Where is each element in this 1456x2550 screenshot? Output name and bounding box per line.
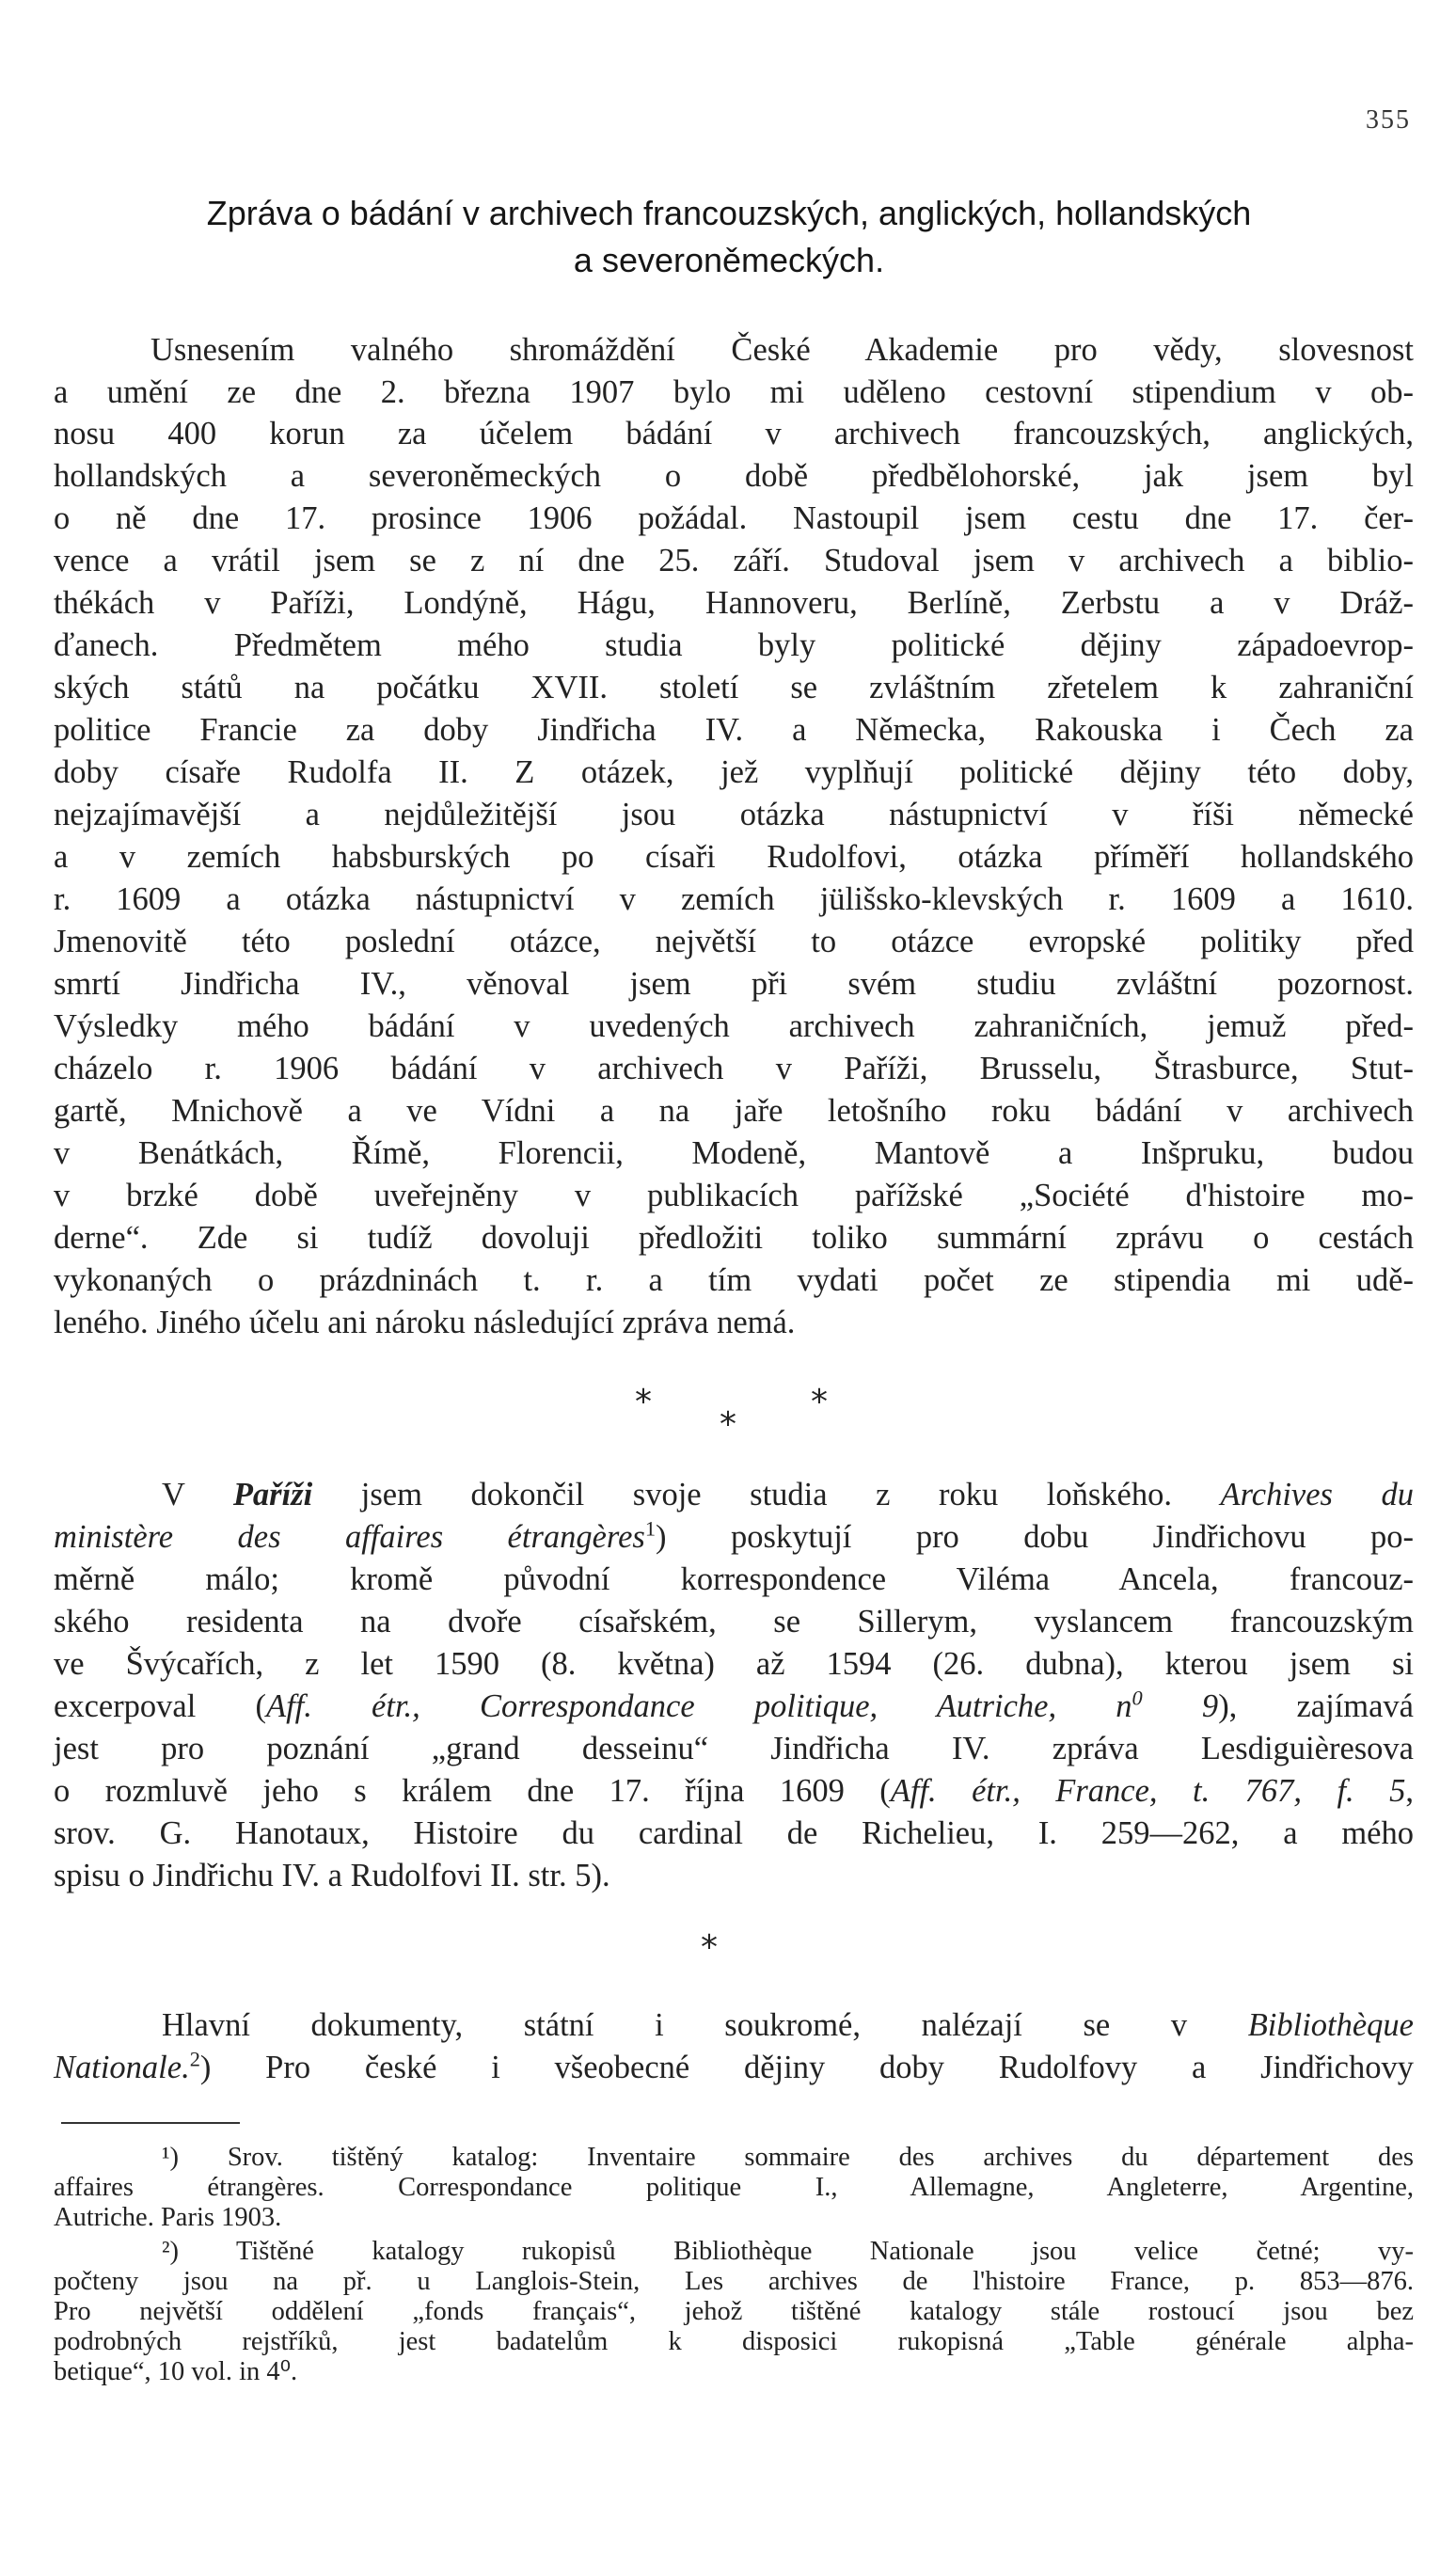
footnote-line: počteny jsou na př. u Langlois-Stein, Les archives de l'histoire France, p. 853—876. (54, 2267, 1414, 2296)
footnote-ref-1[interactable]: 1 (644, 1516, 657, 1541)
text-line (54, 1772, 1414, 1810)
text-line: vence a vrátil jsem se z ní dne 25. září. Studoval jsem v archivech a biblio- (54, 543, 1414, 578)
text-line: měrně málo; kromě původní korrespondence Viléma Ancela, francouz- (54, 1561, 1414, 1597)
article-title (38, 190, 1420, 284)
text-span: ), zajímavá (1218, 1688, 1414, 1724)
text-span: , (1405, 1773, 1414, 1809)
text-line: ďanech. Předmětem mého studia byly politické dějiny západoevrop- (54, 627, 1414, 663)
text-span: ) Pro české i všeobecné dějiny doby Rudolfovy a Jindřichovy (199, 2050, 1414, 2085)
text-line: jest pro poznání „grand desseinu“ Jindřicha IV. zpráva Lesdiguièresova (54, 1731, 1414, 1766)
text-line: ve Švýcařích, z let 1590 (8. května) až 1594 (26. dubna), kterou jsem si (54, 1646, 1414, 1682)
footnote-line: Autriche. Paris 1903. (54, 2203, 282, 2232)
text-line: doby císaře Rudolfa II. Z otázek, jež vyplňují politické dějiny této doby, (54, 754, 1414, 790)
italic-nationale: Nationale. (54, 2050, 190, 2085)
text-line: vykonaných o prázdninách t. r. a tím vydati počet ze stipendia mi udě- (54, 1262, 1414, 1298)
text-line: a v zemích habsburských po císaři Rudolfovi, otázka příměří hollandského (54, 839, 1414, 875)
text-line: cházelo r. 1906 bádání v archivech v Paříži, Brusselu, Štrasburce, Stut- (54, 1051, 1414, 1086)
text-line: gartě, Mnichově a ve Vídni a na jaře letošního roku bádání v archivech (54, 1093, 1414, 1129)
text-line: ských států na počátku XVII. století se zvláštním zřetelem k zahraniční (54, 670, 1414, 705)
text-line: r. 1609 a otázka nástupnictví v zemích jülišsko-klevských r. 1609 a 1610. (54, 881, 1414, 917)
footnote-line: ²) Tištěné katalogy rukopisů Bibliothèque Nationale jsou velice četné; vy- (162, 2237, 1414, 2266)
text-line: derne“. Zde si tudíž dovoluji předložiti toliko summární zprávu o cestách (54, 1220, 1414, 1256)
italic-ministere: ministère des affaires étrangères (54, 1519, 645, 1555)
text-line: spisu o Jindřichu IV. a Rudolfovi II. str. 5). (54, 1858, 610, 1893)
italic-number: 9 (1142, 1688, 1219, 1724)
superscript-zero: 0 (1132, 1686, 1143, 1710)
text-line: ského residenta na dvoře císařském, se Sillerym, vyslancem francouzským (54, 1604, 1414, 1639)
title-line-2: a severoněmeckých. (573, 241, 885, 279)
text-line (54, 1518, 1414, 1556)
text-line (54, 2006, 1414, 2044)
text-line (54, 1687, 1414, 1725)
text-span: o rozmluvě jeho s králem dne 17. října 1609 ( (54, 1773, 891, 1809)
text-line: politice Francie za doby Jindřicha IV. a Německa, Rakouska i Čech za (54, 712, 1414, 748)
text-line: a umění ze dne 2. března 1907 bylo mi uděleno cestovní stipendium v ob- (54, 374, 1414, 410)
text-line: srov. G. Hanotaux, Histoire du cardinal de Richelieu, I. 259—262, a mého (54, 1815, 1414, 1851)
italic-archives: Archives du (1220, 1477, 1415, 1513)
footnote-line: affaires étrangères. Correspondance politique I., Allemagne, Angleterre, Argentine, (54, 2173, 1414, 2202)
text-line: hollandských a severoněmeckých o době předbělohorské, jak jsem byl (54, 458, 1414, 494)
italic-bibliotheque: Bibliothèque (1247, 2007, 1414, 2043)
text-line: Jmenovitě této poslední otázce, největší to otázce evropské politiky před (54, 924, 1414, 959)
text-line: Výsledky mého bádání v uvedených archivech zahraničních, jemuž před- (54, 1008, 1414, 1044)
text-span: Hlavní dokumenty, státní i soukromé, nalézají se v (162, 2007, 1248, 2043)
footnote-line: betique“, 10 vol. in 4⁰. (54, 2357, 298, 2386)
text-line: v brzké době uveřejněny v publikacích pařížské „Société d'histoire mo- (54, 1178, 1414, 1213)
text-span: jsem dokončil svoje studia z roku loňského. (312, 1477, 1221, 1513)
text-line: leného. Jiného účelu ani nároku následující zpráva nemá. (54, 1305, 796, 1340)
emphasis-paris: Paříži (232, 1477, 313, 1513)
footnote-ref-2[interactable]: 2 (189, 2047, 200, 2071)
text-line: o ně dne 17. prosince 1906 požádal. Nastoupil jsem cestu dne 17. čer- (54, 500, 1414, 536)
title-line-1: Zpráva o bádání v archivech francouzských, anglických, hollandských (206, 194, 1252, 232)
text-span: V (162, 1477, 233, 1513)
footnote-line: podrobných rejstříků, jest badatelům k disposici rukopisná „Table générale alpha- (54, 2327, 1414, 2356)
footnote-line: Pro největší oddělení „fonds français“, jehož tištěné katalogy stále rostoucí jsou bez (54, 2297, 1414, 2326)
asterisk: * (811, 1383, 828, 1421)
text-line: smrtí Jindřicha IV., věnoval jsem při svém studiu zvláštní pozornost. (54, 966, 1414, 1002)
text-span: ) poskytují pro dobu Jindřichovu po- (656, 1519, 1414, 1555)
footnote-line: ¹) Srov. tištěný katalog: Inventaire sommaire des archives du département des (162, 2143, 1414, 2172)
text-line: v Benátkách, Římě, Florencii, Modeně, Mantově a Inšpruku, budou (54, 1135, 1414, 1171)
asterisk: * (701, 1928, 718, 1967)
text-line: Usnesením valného shromáždění České Akademie pro vědy, slovesnost (150, 332, 1414, 368)
text-line (54, 2049, 1414, 2086)
asterisk: * (720, 1405, 736, 1444)
text-line (54, 1476, 1414, 1513)
text-line: thékách v Paříži, Londýně, Hágu, Hannoveru, Berlíně, Zerbstu a v Dráž- (54, 585, 1414, 621)
text-line: nejzajímavější a nejdůležitější jsou otázka nástupnictví v říši německé (54, 797, 1414, 832)
italic-citation: Aff. étr., Correspondance politique, Autriche, n (266, 1688, 1132, 1724)
asterisk: * (635, 1383, 652, 1421)
text-span: excerpoval ( (54, 1688, 266, 1724)
italic-citation: Aff. étr., France, t. 767, f. 5 (890, 1773, 1406, 1809)
footnote-rule (61, 2122, 240, 2124)
text-line: nosu 400 korun za účelem bádání v archivech francouzských, anglických, (54, 416, 1414, 451)
page-number: 355 (1366, 105, 1411, 135)
